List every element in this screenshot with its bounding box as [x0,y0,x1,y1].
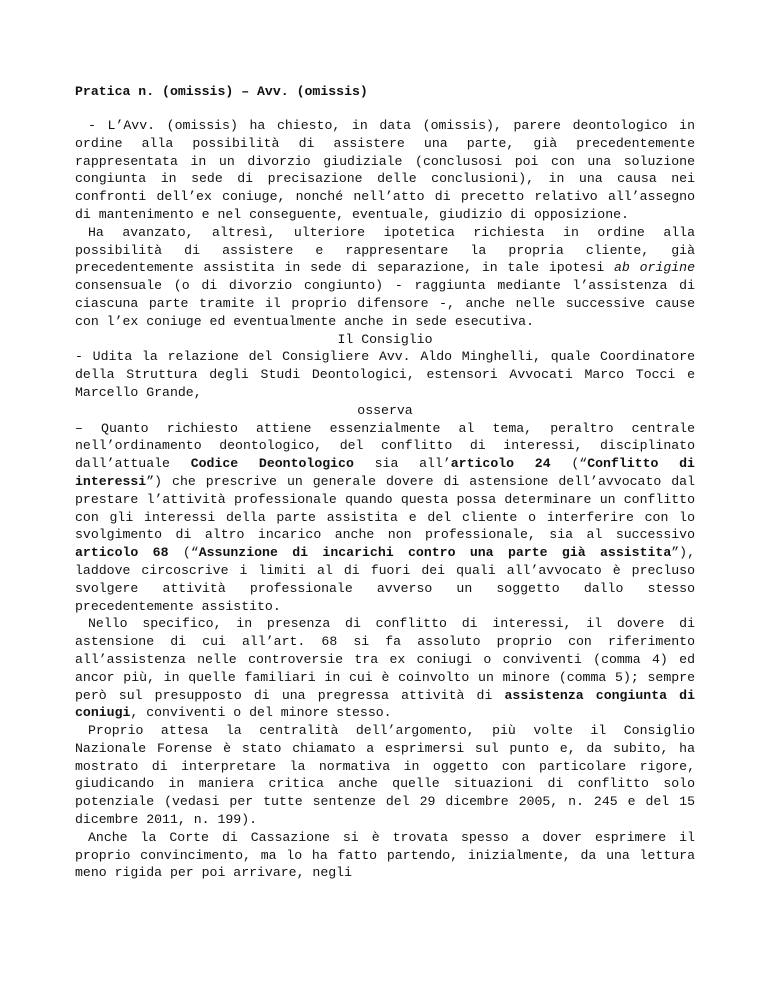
bold-article-24-title: Conflitto di interessi [75,456,695,489]
heading-council: Il Consiglio [337,331,433,347]
text-run: ”), laddove circoscrive i limiti al di fuori dei quali all’avvocato è precluso svolgere attività professionale avverso un soggetto dallo stesso precedentemente assistito. [75,545,695,614]
bold-article-68: articolo 68 [75,545,169,561]
heading-observe: osserva [357,402,413,418]
paragraph-report: - Udita la relazione del Consigliere Avv. Aldo Minghelli, quale Coordinatore della Struttura degli Studi Deontologici, estensori Avvocati Marco Tocci e Marcello Grande, [75,349,695,400]
text-run: consensuale (o di divorzio congiunto) - raggiunta mediante l’assistenza di ciascuna parte tramite il proprio difensore -, anche nelle successive cause con l’ex coniuge ed eventualmente anche in sede esecutiva. [75,278,695,329]
paragraph-request: - L’Avv. (omissis) ha chiesto, in data (omissis), parere deontologico in ordine alla possibilità di assistere una parte, già precedentemente rappresentata in un divorzio giudiziale (conclusosi poi con una soluzione congiunta in sede di precisazione delle conclusioni), in una causa nei confronti dell’ex coniuge, nonché nell’atto di precetto relativo all’assegno di mantenimento e nel conseguente, eventuale, giudizio di opposizione. [75,118,695,222]
paragraph-cnf: Proprio attesa la centralità dell’argomento, più volte il Consiglio Nazionale Forense è stato chiamato a esprimersi sul punto e, da subito, ha mostrato di interpretare la normativa in oggetto con particolare rigore, giudicando in maniera critica anche quelle situazioni di conflitto solo potenziale (vedasi per tutte sentenze del 29 dicembre 2005, n. 245 e del 15 dicembre 2011, n. 199). [75,723,695,828]
text-run: , conviventi o del minore stesso. [130,705,392,721]
text-run: Ha avanzato, altresì, ulteriore ipotetica richiesta in ordine alla possibilità di assistere e rappresentare la propria cliente, già precedentemente assistita in sede di separazione, in tale ipotesi [75,224,695,276]
bold-article-24: articolo 24 [450,456,551,472]
document-title: Pratica n. (omissis) – Avv. (omissis) [75,84,368,99]
document-body [75,117,695,882]
paragraph-cassation: Anche la Corte di Cassazione si è trovata spesso a dover esprimere il proprio convincimento, ma lo ha fatto partendo, inizialmente, da una lettura meno rigida per poi arrivare, negli [75,829,695,881]
text-run: (“ [550,456,588,472]
text-run: – Quanto richiesto attiene essenzialmente al tema, peraltro centrale nell’ordinamento deontologico, del conflitto di interessi, disciplinato dall’attuale [75,420,695,472]
paragraph-specific [75,615,695,722]
text-run: (“ [168,545,199,561]
bold-code-reference: Codice Deontologico [190,456,354,472]
bold-article-68-title: Assunzione di incarichi contro una parte già assistita [198,545,672,561]
paragraph-conflict-of-interest [75,420,695,616]
bold-joint-assistance: assistenza congiunta di coniugi [75,687,695,721]
paragraph-further-request [75,224,695,331]
text-run: sia all’ [353,456,451,472]
italic-term: ab origine [614,260,696,276]
text-run: Nello specifico, in presenza di conflitto di interessi, il dovere di astensione di cui all’art. 68 si fa assoluto proprio con riferimento all’assistenza nelle controversie tra ex coniugi o conviventi (comma 4) ed ancor più, in quelle familiari in cui è coinvolto un minore (comma 5); sempre però sul presupposto di una pregressa attività di [75,616,695,703]
text-run: ”) che prescrive un generale dovere di astensione dell’avvocato dal prestare l’attività professionale quando questa possa determinare un conflitto con gli interessi della parte assistita e del cliente o interferire con lo svolgimento di altro incarico anche non professionale, sia al successivo [75,473,695,543]
